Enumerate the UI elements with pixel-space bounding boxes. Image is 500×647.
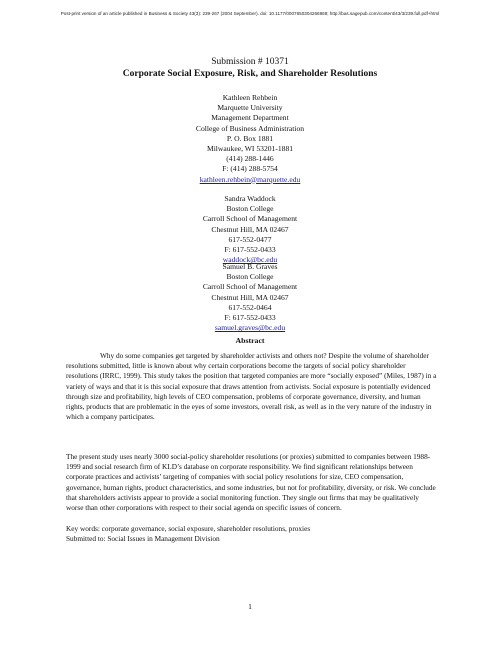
keywords: Key words: corporate governance, social exposure, shareholder resolutions, proxies	[66, 524, 311, 533]
author-city: Milwaukee, WI 53201-1881	[206, 144, 294, 154]
author-fax: F: (414) 288-5754	[222, 164, 278, 174]
abstract-paragraph: Why do some companies get targeted by shareholder activists and others not? Despite the volume of shareholder resolutions submitted, little is known about why certain corporations become the targets of social policy shareholder resolutions (IRRC, 1999). This study takes the position that targeted companies are more “socially exposed” (Miles, 1987) in a variety of ways and that it is this social exposure that draws attention from activists. Social exposure is potentially evidenced through size and profitability, high levels of CEO compensation, problems of corporate governance, diversity, and human rights, products that are problematic in the eyes of some investors, overall risk, as well as in the very nature of the industry in which a company participates.	[66, 351, 437, 422]
author-fax: F: 617-552-0433	[224, 245, 276, 255]
author-institution: Marquette University	[217, 103, 283, 113]
author-department: Management Department	[211, 113, 289, 123]
author-institution: Boston College	[226, 204, 274, 214]
author-institution: Boston College	[226, 272, 274, 282]
author-phone: (414) 288-1446	[226, 154, 274, 164]
author-college: College of Business Administration	[195, 123, 305, 133]
publication-note: Post-print version of an article published in Business & Society 43(3): 239-267 (2004 September). doi: 10.1177/0007650304266869; http://bas.sagepub.com/content/43/3/239.full.pdf+html	[60, 11, 440, 16]
author-school: Carroll School of Management	[202, 214, 298, 224]
title-block	[0, 56, 500, 80]
author-city: Chestnut Hill, MA 02467	[211, 224, 289, 234]
author-block-rehbein	[0, 93, 500, 185]
author-phone: 617-552-0477	[228, 234, 272, 244]
author-city: Chestnut Hill, MA 02467	[211, 292, 289, 302]
abstract-paragraph: The present study uses nearly 3000 social-policy shareholder resolutions (or proxies) submitted to companies between 1988-1999 and social research firm of KLD’s database on corporate responsibility. We find significant relationships between corporate practices and activists’ targeting of companies with social policy resolutions for size, CEO compensation, governance, human rights, product characteristics, and some industries, but not for profitability, diversity, or risk. We conclude that shareholders activists appear to provide a social monitoring function. They single out firms that may be qualitatively worse than other corporations with respect to their social agenda on specific issues of concern.	[66, 452, 436, 513]
author-phone: 617-552-0464	[228, 302, 272, 312]
author-fax: F: 617-552-0433	[224, 313, 276, 323]
abstract-heading: Abstract	[235, 336, 265, 345]
submission-number: Submission # 10371	[211, 57, 289, 67]
author-block-waddock	[0, 194, 500, 265]
author-school: Carroll School of Management	[202, 282, 298, 292]
keywords-block	[66, 524, 310, 544]
author-block-graves	[0, 262, 500, 333]
author-email-link[interactable]: kathleen.rehbein@marquette.edu	[199, 174, 301, 184]
author-name: Sandra Waddock	[224, 194, 276, 203]
author-email-link[interactable]: waddock@bc.edu	[222, 255, 278, 265]
page-number: 1	[248, 602, 252, 611]
paper-title: Corporate Social Exposure, Risk, and Shareholder Resolutions	[122, 69, 378, 79]
author-name: Kathleen Rehbein	[222, 93, 278, 102]
submitted-to: Submitted to: Social Issues in Management Division	[66, 534, 220, 544]
author-name: Samuel B. Graves	[222, 262, 278, 271]
author-email-link[interactable]: samuel.graves@bc.edu	[214, 323, 286, 333]
author-po-box: P. O. Box 1881	[226, 133, 274, 143]
